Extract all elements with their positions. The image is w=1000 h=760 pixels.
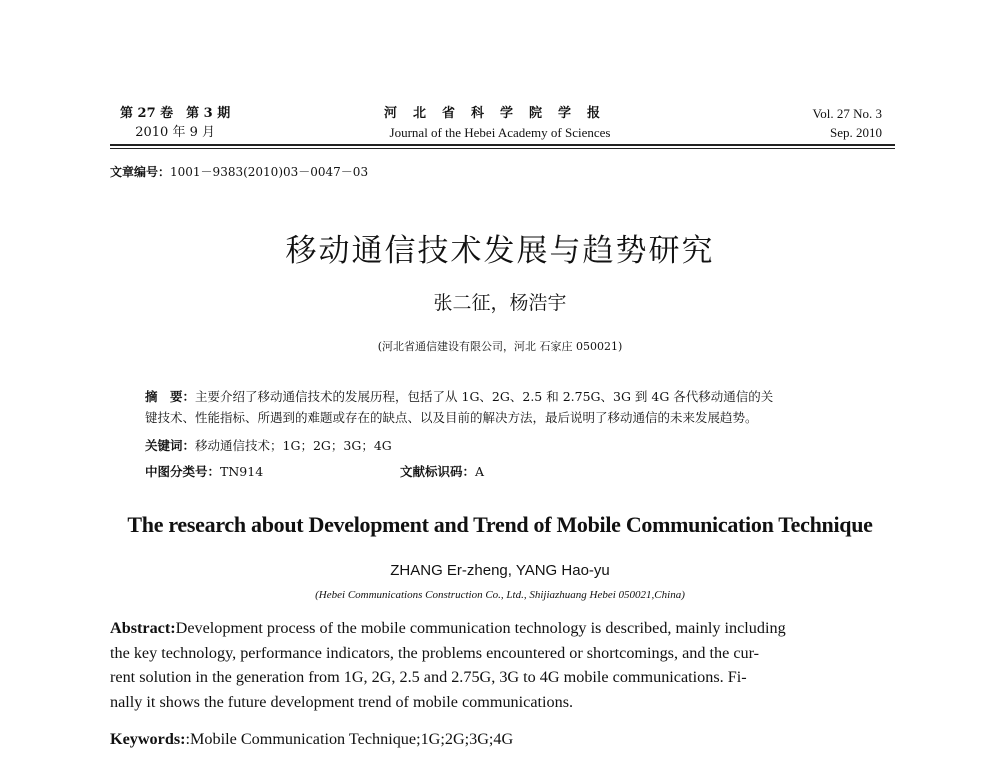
article-number-value: 1001－9383(2010)03－0047－03 [170, 165, 369, 179]
header-left [120, 104, 230, 142]
abstract-cn-label: 摘 要： [145, 389, 196, 404]
volume-issue-cn: 第 27 卷 第 3 期 [120, 106, 231, 121]
keywords-en-value: :Mobile Communication Technique;1G;2G;3G;4G [185, 730, 514, 748]
page-title-en: The research about Development and Trend of Mobile Communication Technique [127, 512, 873, 537]
doc-code-label: 文献标识码： [400, 464, 476, 479]
journal-name-en: Journal of the Hebei Academy of Sciences [389, 125, 611, 140]
keywords-cn-label: 关键词： [145, 438, 196, 453]
abstract-cn [145, 386, 885, 428]
keywords-en [110, 730, 513, 749]
abstract-cn-line2: 键技术、性能指标、所遇到的难题或存在的缺点、以及目前的解决方法，最后说明了移动通信的未来发展趋势。 [145, 410, 758, 425]
header-rule-thin [110, 148, 895, 149]
keywords-cn-value: 移动通信技术；1G；2G；3G；4G [195, 438, 392, 453]
header-center [330, 104, 670, 142]
article-number [110, 163, 368, 180]
header-right [813, 104, 882, 142]
clc-value: TN914 [220, 464, 264, 479]
clc-label: 中图分类号： [145, 464, 221, 479]
keywords-en-label: Keywords: [110, 730, 186, 748]
volume-issue-en: Vol. 27 No. 3 [812, 106, 882, 121]
authors-en: ZHANG Er-zheng, YANG Hao-yu [390, 562, 610, 579]
header-rule-thick [110, 144, 895, 146]
document-code [400, 462, 484, 480]
page-title-cn: 移动通信技术发展与趋势研究 [285, 233, 715, 269]
doc-code-value: A [475, 464, 485, 479]
clc-number [145, 462, 263, 480]
journal-name-cn: 河北省科学院学报 [383, 106, 616, 121]
abstract-cn-line1: 主要介绍了移动通信技术的发展历程，包括了从 1G、2G、2.5 和 2.75G、3G 到 4G 各代移动通信的关 [195, 389, 774, 404]
date-en: Sep. 2010 [830, 125, 882, 140]
abstract-en-line3: rent solution in the generation from 1G, 2G, 2.5 and 2.75G, 3G to 4G mobile communications. Fi- [110, 668, 747, 686]
article-number-label: 文章编号： [110, 165, 171, 179]
affiliation-en: (Hebei Communications Construction Co., Ltd., Shijiazhuang Hebei 050021,China) [315, 589, 685, 601]
abstract-en-line4: nally it shows the future development trend of mobile communications. [110, 692, 574, 711]
authors-cn: 张二征，杨浩宇 [433, 292, 567, 314]
abstract-en [110, 616, 895, 714]
abstract-en-line1: Development process of the mobile communication technology is described, mainly including [175, 619, 786, 637]
abstract-en-label: Abstract: [110, 619, 176, 637]
keywords-cn [145, 436, 392, 454]
date-cn: 2010 年 9 月 [135, 125, 215, 140]
affiliation-cn: (河北省通信建设有限公司，河北 石家庄 050021) [377, 340, 623, 353]
abstract-en-line2: the key technology, performance indicators, the problems encountered or shortcomings, and the cur- [110, 643, 760, 662]
